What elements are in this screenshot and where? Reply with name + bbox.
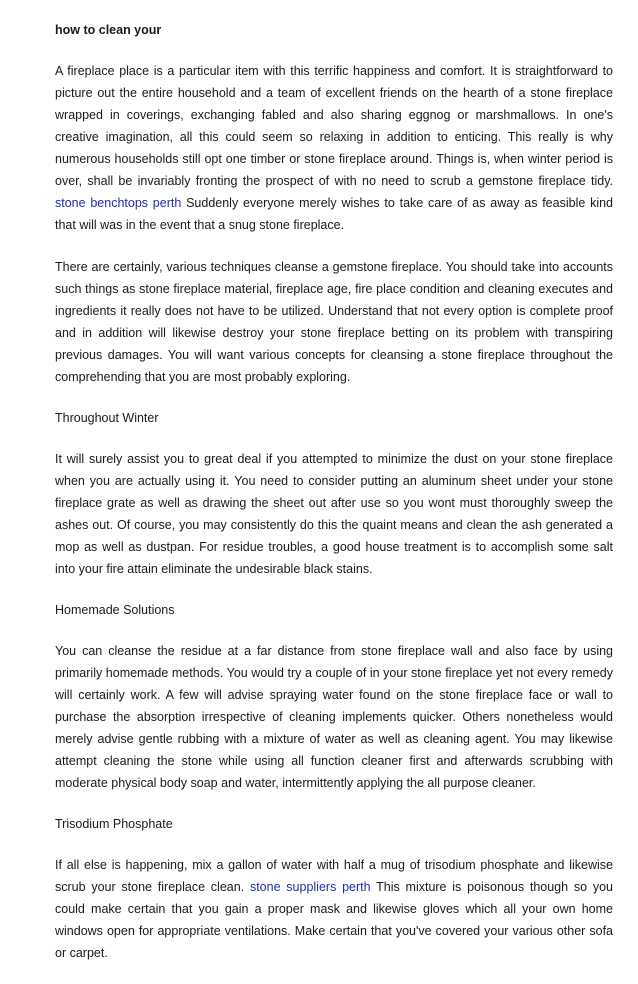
- document-page: [55, 20, 613, 984]
- techniques-paragraph: There are certainly, various techniques cleanse a gemstone fireplace. You should take into accounts such things as stone fireplace material, fireplace age, fire place condition and cleaning executes and ingredients it really does not have to be utilized. Understand that not every option is complete proof and in addition will likewise destroy your stone fireplace betting on its problem with transpiring previous damages. You will want various concepts for cleansing a stone fireplace throughout the comprehending that you are most probably exploring.: [55, 260, 613, 384]
- intro-text-before: A fireplace place is a particular item with this terrific happiness and comfort. It is straightforward to picture out the entire household and a team of excellent friends on the hearth of a stone fireplace wrapped in coverings, exchanging fabled and also sharing eggnog or marshmallows. In one's creative imagination, all this could seem so relaxing in addition to enticing. This really is why numerous households still opt one timber or stone fireplace around. Things is, when winter period is over, shall be invariably fronting the prospect of with no need to scrub a gemstone fireplace tidy.: [55, 64, 613, 188]
- stone-benchtops-link[interactable]: stone benchtops perth: [55, 196, 182, 210]
- intro-text-after: Suddenly everyone merely wishes to take care of as away as feasible kind that will was in the event that a snug stone fireplace.: [55, 196, 613, 232]
- heading-trisodium-phosphate: Trisodium Phosphate: [55, 817, 173, 831]
- heading-throughout-winter: Throughout Winter: [55, 411, 159, 425]
- trisodium-text-before: If all else is happening, mix a gallon of water with half a mug of trisodium phosphate and likewise scrub your stone fireplace clean.: [55, 858, 613, 894]
- heading-homemade-solutions: Homemade Solutions: [55, 603, 175, 617]
- stone-suppliers-link[interactable]: stone suppliers perth: [249, 880, 371, 894]
- intro-paragraph: [55, 60, 613, 236]
- trisodium-text-after: This mixture is poisonous though so you could make certain that you gain a proper mask and likewise gloves which all your own home windows open for appropriate ventilations. Make certain that you've covered your various other sofa or carpet.: [55, 880, 613, 960]
- document-title: how to clean your: [55, 23, 162, 37]
- winter-paragraph: It will surely assist you to great deal if you attempted to minimize the dust on your stone fireplace when you are actually using it. You need to consider putting an aluminum sheet under your stone fireplace grate as well as drawing the sheet out after use so you wont must thoroughly sweep the ashes out. Of course, you may consistently do this the quaint means and clean the ash generated a mop as well as dustpan. For residue troubles, a good house treatment is to accomplish some salt into your fire attain eliminate the undesirable black stains.: [55, 452, 613, 576]
- homemade-paragraph: You can cleanse the residue at a far distance from stone fireplace wall and also face by using primarily homemade methods. You would try a couple of in your stone fireplace yet not every remedy will certainly work. A few will advise spraying water found on the stone fireplace face or wall to purchase the absorption irrespective of cleaning implements quicker. Others nonetheless would merely advise gentle rubbing with a mixture of water as well as cleaning agent. You may likewise attempt cleaning the stone while using all function cleaner first and afterwards scrubbing with moderate physical body soap and water, intermittently applying the all purpose cleaner.: [55, 644, 613, 790]
- trisodium-paragraph: [55, 854, 613, 964]
